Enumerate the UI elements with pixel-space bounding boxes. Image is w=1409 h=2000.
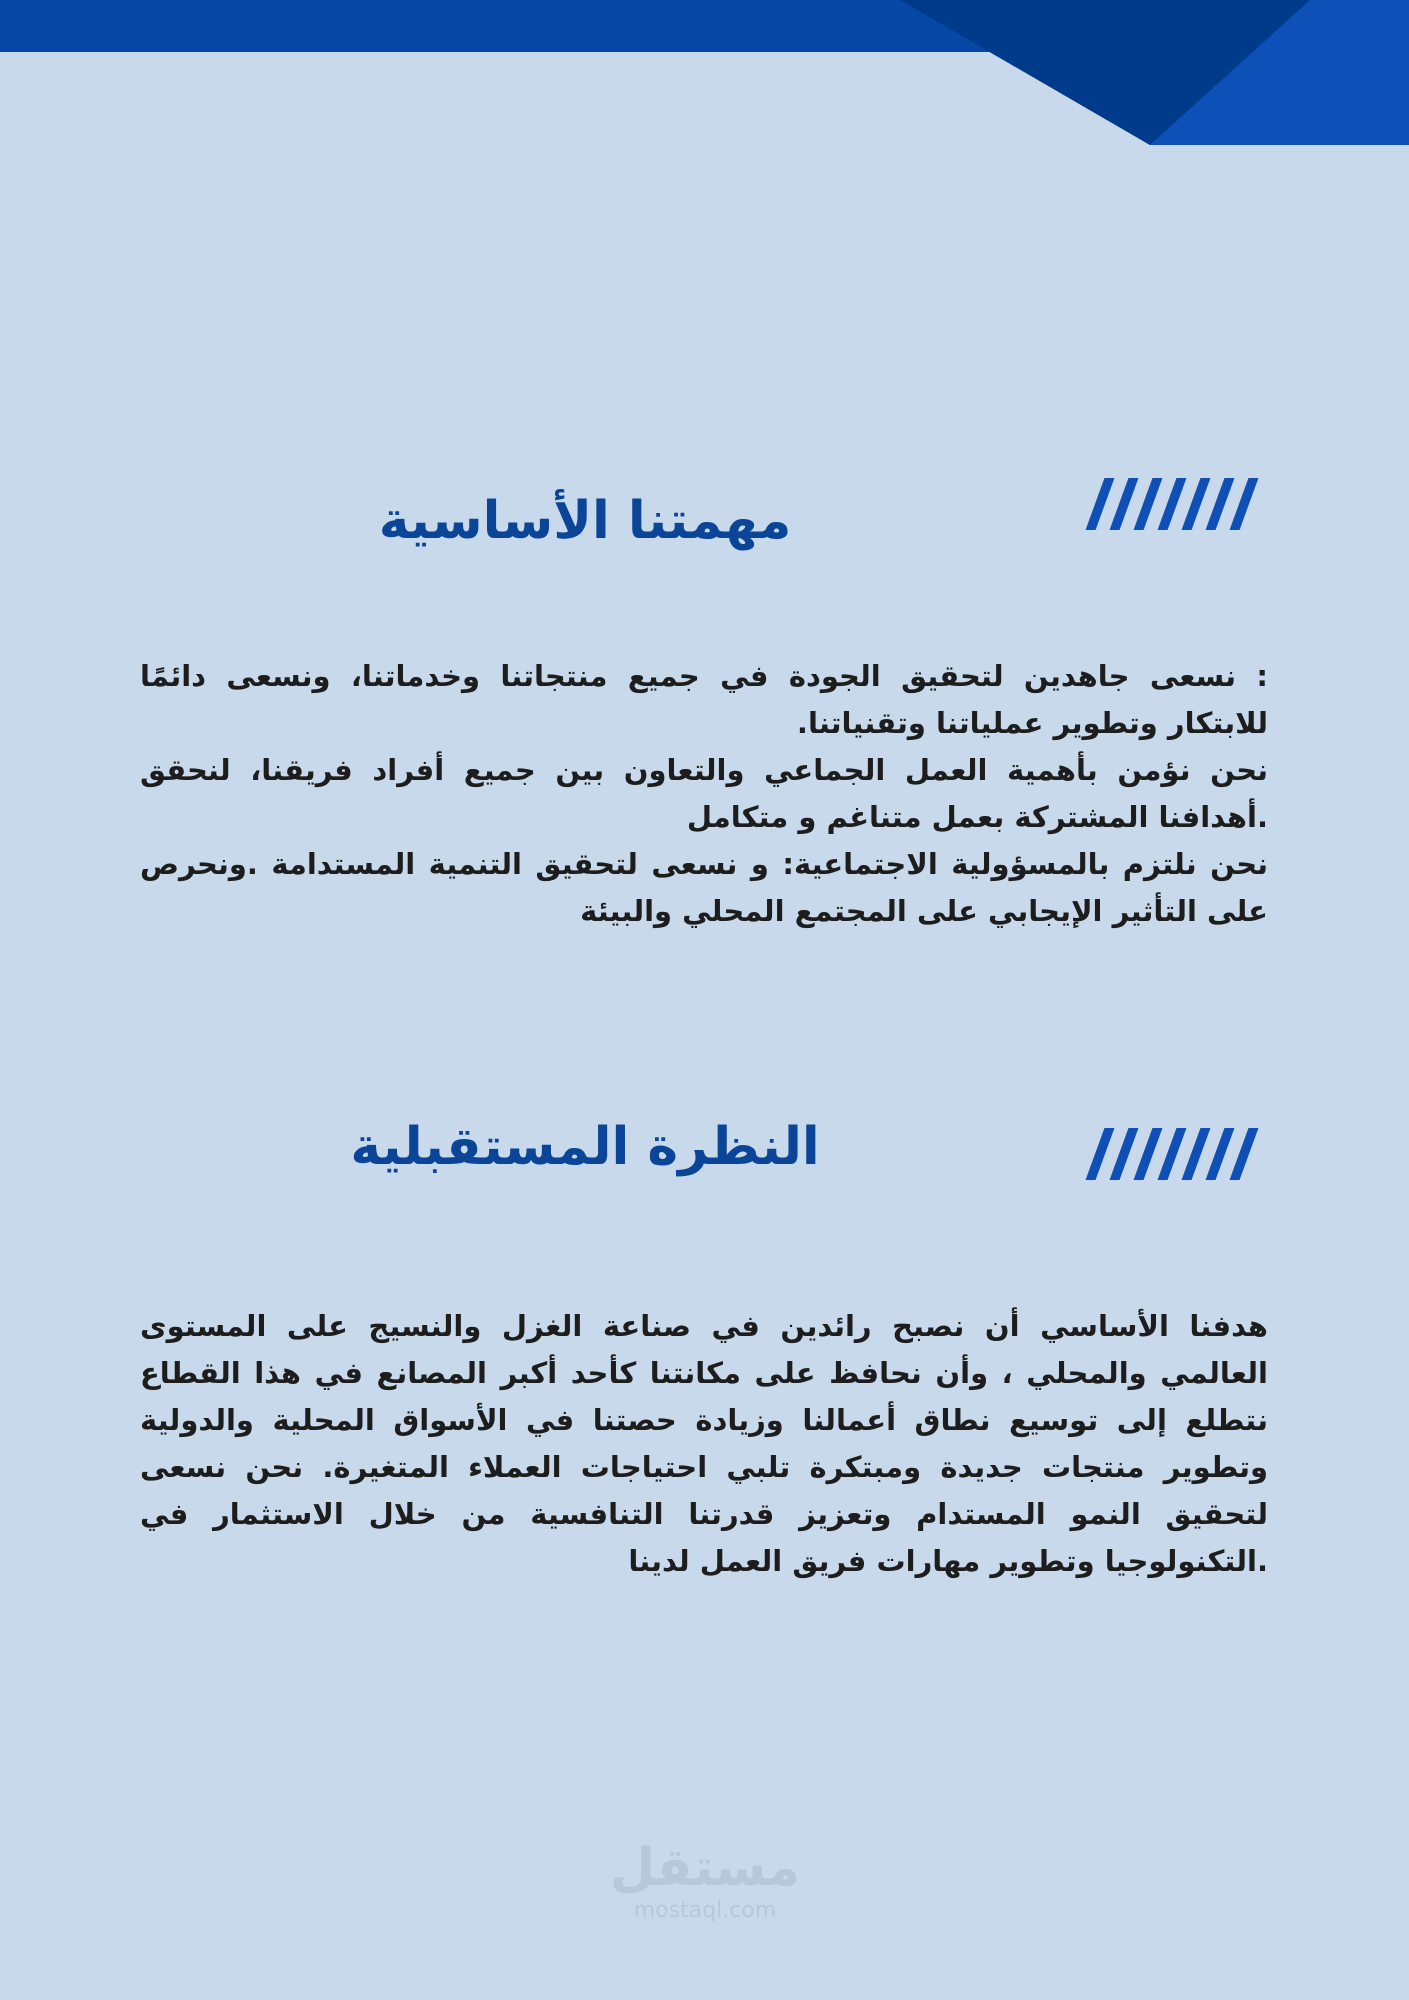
mostaql-watermark: [560, 1838, 850, 1924]
header-corner-shape: [0, 0, 1409, 145]
slanted-stripes-icon: [1090, 1128, 1268, 1180]
vision-text: [140, 1303, 1268, 1585]
mission-paragraph: : نسعى جاهدين لتحقيق الجودة في جميع منتجاتنا وخدماتنا، ونسعى دائمًا للابتكار وتطوير عملياتنا وتقنياتنا.: [140, 659, 1268, 740]
mission-paragraph: نحن نلتزم بالمسؤولية الاجتماعية: و نسعى لتحقيق التنمية المستدامة .ونحرص على التأثير الإيجابي على المجتمع المحلي والبيئة: [140, 847, 1268, 928]
vision-paragraph: هدفنا الأساسي أن نصبح رائدين في صناعة الغزل والنسيج على المستوى العالمي والمحلي ، وأن نحافظ على مكانتنا كأحد أكبر المصانع في هذا القطاع نتطلع إلى توسيع نطاق أعمالنا وزيادة حصتنا في الأسواق المحلية والدولية وتطوير منتجات جديدة ومبتكرة تلبي احتياجات العملاء المتغيرة. نحن نسعى لتحقيق النمو المستدام وتعزيز قدرتنا التنافسية من خلال الاستثمار في .التكنولوجيا وتطوير مهارات فريق العمل لدينا: [140, 1309, 1268, 1578]
mission-text: [140, 653, 1268, 935]
slanted-stripes-icon: [1090, 478, 1268, 530]
watermark-url: mostaql.com: [633, 1898, 777, 1923]
mission-heading: مهمتنا الأساسية: [378, 491, 792, 551]
watermark-logo-text: مستقل: [609, 1838, 801, 1898]
vision-heading: النظرة المستقبلية: [350, 1117, 820, 1177]
mission-paragraph: نحن نؤمن بأهمية العمل الجماعي والتعاون بين جميع أفراد فريقنا، لنحقق .أهدافنا المشتركة بعمل متناغم و متكامل: [140, 753, 1268, 834]
